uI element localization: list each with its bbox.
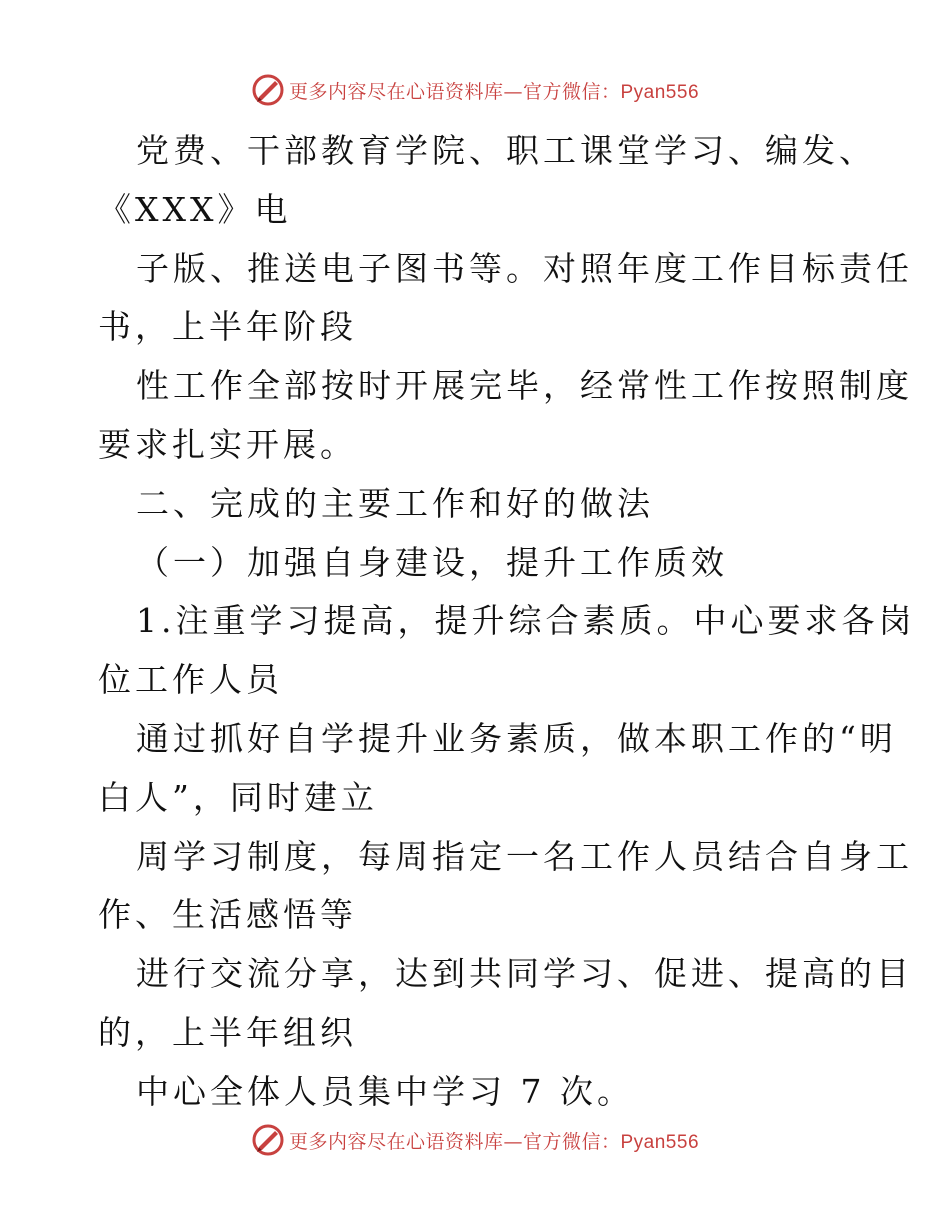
document-body — [98, 122, 916, 1122]
footer-banner — [0, 1120, 950, 1160]
text-line: 性工作全部按时开展完毕，经常性工作按照制度 — [136, 366, 913, 406]
text-line: 的，上半年组织 — [98, 1012, 357, 1052]
text-line: 周学习制度，每周指定一名工作人员结合自身工 — [136, 836, 913, 876]
text-line: 《XXX》电 — [98, 189, 292, 229]
text-line: 作、生活感悟等 — [98, 895, 357, 935]
text-line: 二、完成的主要工作和好的做法 — [136, 483, 654, 523]
header-banner — [0, 70, 950, 110]
text-line: 中心全体人员集中学习 7 次。 — [136, 1071, 634, 1111]
text-line: 通过抓好自学提升业务素质，做本职工作的“明 — [136, 718, 897, 758]
text-line: 子版、推送电子图书等。对照年度工作目标责任 — [136, 248, 913, 288]
text-line: 党费、干部教育学院、职工课堂学习、编发、 — [136, 131, 876, 170]
text-line: 白人”，同时建立 — [98, 777, 378, 817]
text-line: 进行交流分享，达到共同学习、促进、提高的目 — [136, 954, 913, 994]
text-line: 书，上半年阶段 — [98, 307, 357, 347]
text-line: 1.注重学习提高，提升综合素质。中心要求各岗 — [136, 601, 916, 641]
text-line: （一）加强自身建设，提升工作质效 — [136, 542, 728, 582]
pen-circle-logo-icon — [251, 73, 285, 107]
text-line: 位工作人员 — [98, 660, 283, 700]
banner-text: 更多内容尽在心语资料库—官方微信：Pyan556 — [288, 80, 700, 103]
text-line: 要求扎实开展。 — [98, 424, 357, 464]
pen-circle-logo-icon — [251, 1123, 285, 1157]
banner-text: 更多内容尽在心语资料库—官方微信：Pyan556 — [288, 1130, 700, 1153]
